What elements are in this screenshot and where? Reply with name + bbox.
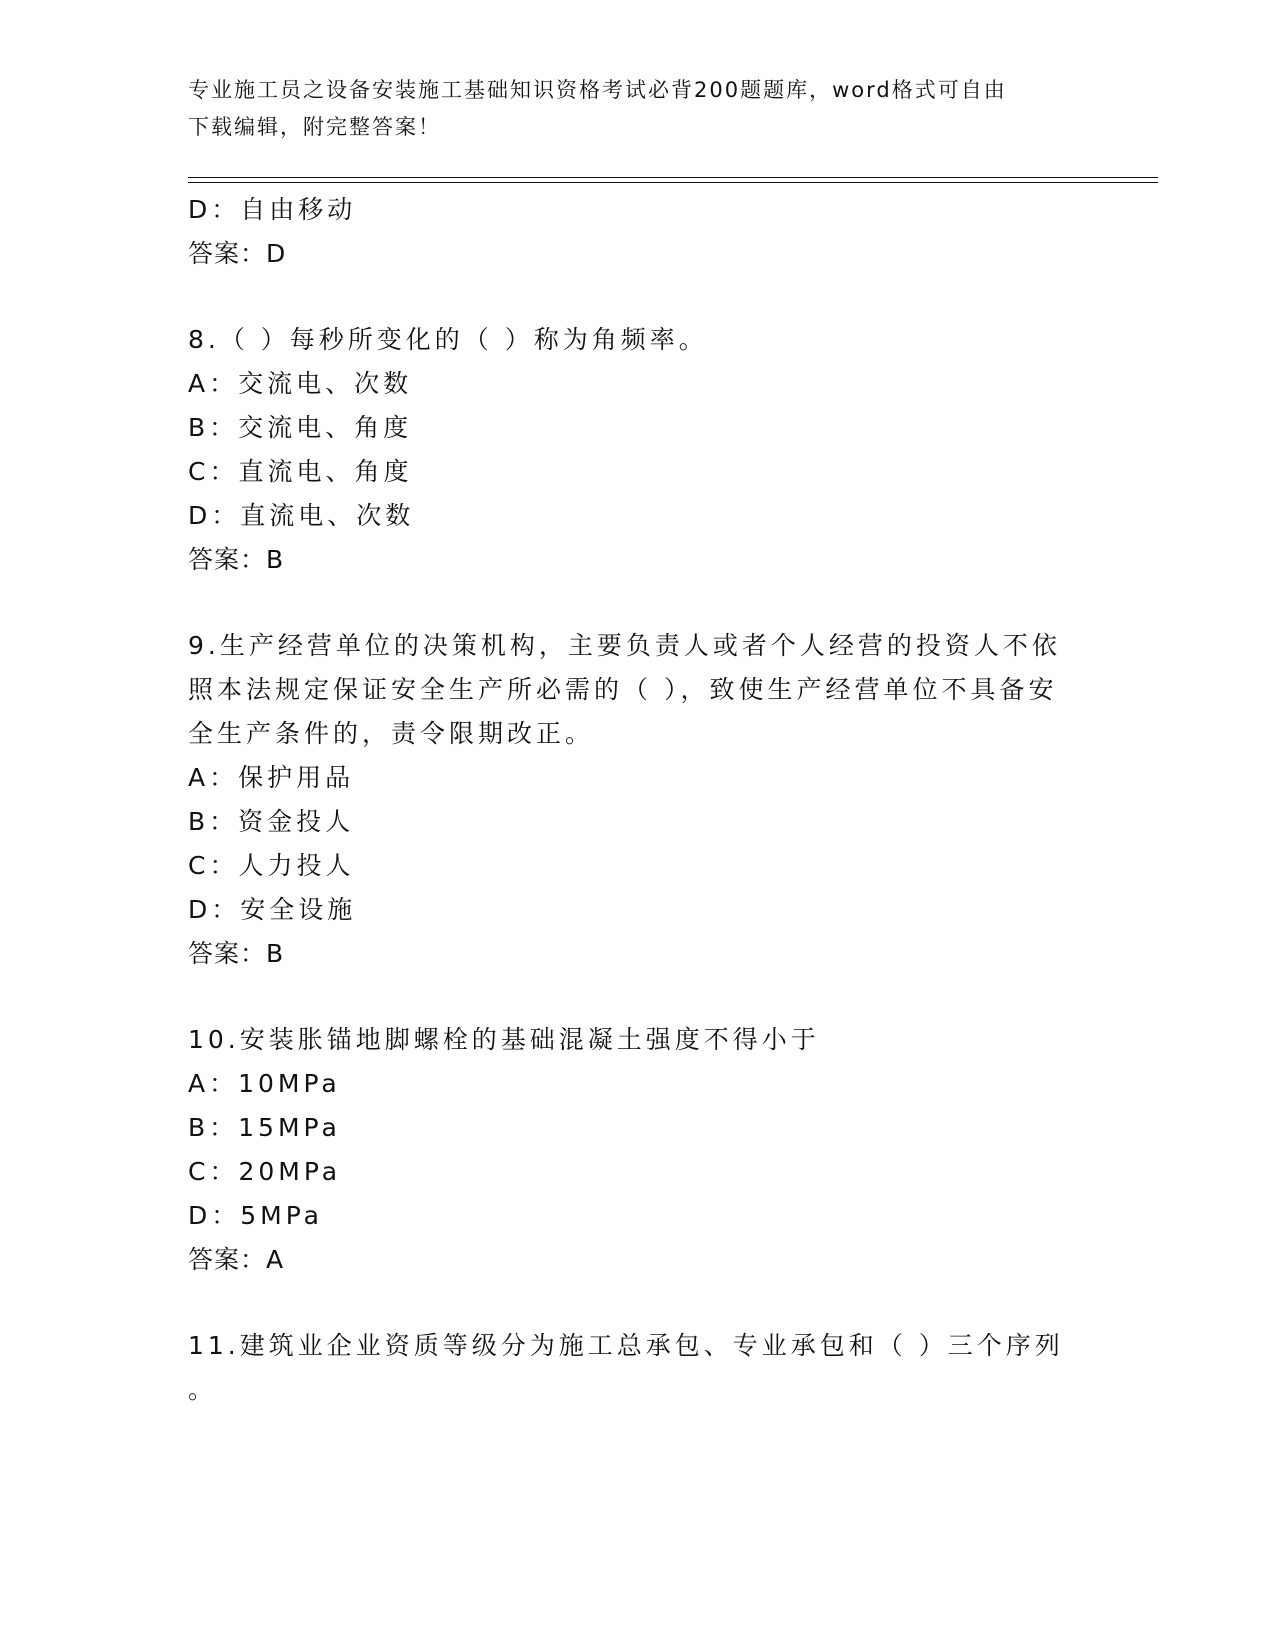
header-line-2: 下载编辑，附完整答案！ (188, 115, 441, 139)
q10-option-a: A：10MPa (188, 1069, 341, 1098)
q9-option-b: B：资金投人 (188, 807, 355, 836)
header-divider-bottom (188, 182, 1158, 183)
q9-answer: 答案：B (188, 939, 285, 968)
q8-option-c: C：直流电、角度 (188, 457, 413, 486)
q7-answer: 答案：D (188, 239, 287, 268)
q8-question: 8.（ ）每秒所变化的（ ）称为角频率。 (188, 325, 708, 354)
q8-option-b: B：交流电、角度 (188, 413, 413, 442)
q9-option-c: C：人力投人 (188, 851, 355, 880)
q10-option-d: D：5MPa (188, 1201, 323, 1230)
q10-answer: 答案：A (188, 1245, 285, 1274)
q8-option-d: D：直流电、次数 (188, 501, 415, 530)
q8-answer: 答案：B (188, 545, 285, 574)
q11-question-line-1: 11.建筑业企业资质等级分为施工总承包、专业承包和（ ）三个序列 (188, 1331, 1064, 1360)
q10-question: 10.安装胀锚地脚螺栓的基础混凝土强度不得小于 (188, 1025, 820, 1054)
q7-option-d: D：自由移动 (188, 195, 357, 224)
document-header (188, 72, 1088, 146)
q9-question-line-1: 9.生产经营单位的决策机构，主要负责人或者个人经营的投资人不依 (188, 631, 1061, 660)
header-divider-top (188, 177, 1158, 178)
header-line-1: 专业施工员之设备安装施工基础知识资格考试必背200题题库，word格式可自由 (188, 78, 1007, 102)
q11-question-line-2: 。 (188, 1375, 218, 1404)
q9-question-line-2: 照本法规定保证安全生产所必需的（ ），致使生产经营单位不具备安 (188, 675, 1058, 704)
q10-option-b: B：15MPa (188, 1113, 341, 1142)
q9-question-line-3: 全生产条件的，责令限期改正。 (188, 719, 595, 748)
q10-option-c: C：20MPa (188, 1157, 342, 1186)
q8-option-a: A：交流电、次数 (188, 369, 413, 398)
q9-option-a: A：保护用品 (188, 763, 355, 792)
q9-option-d: D：安全设施 (188, 895, 357, 924)
